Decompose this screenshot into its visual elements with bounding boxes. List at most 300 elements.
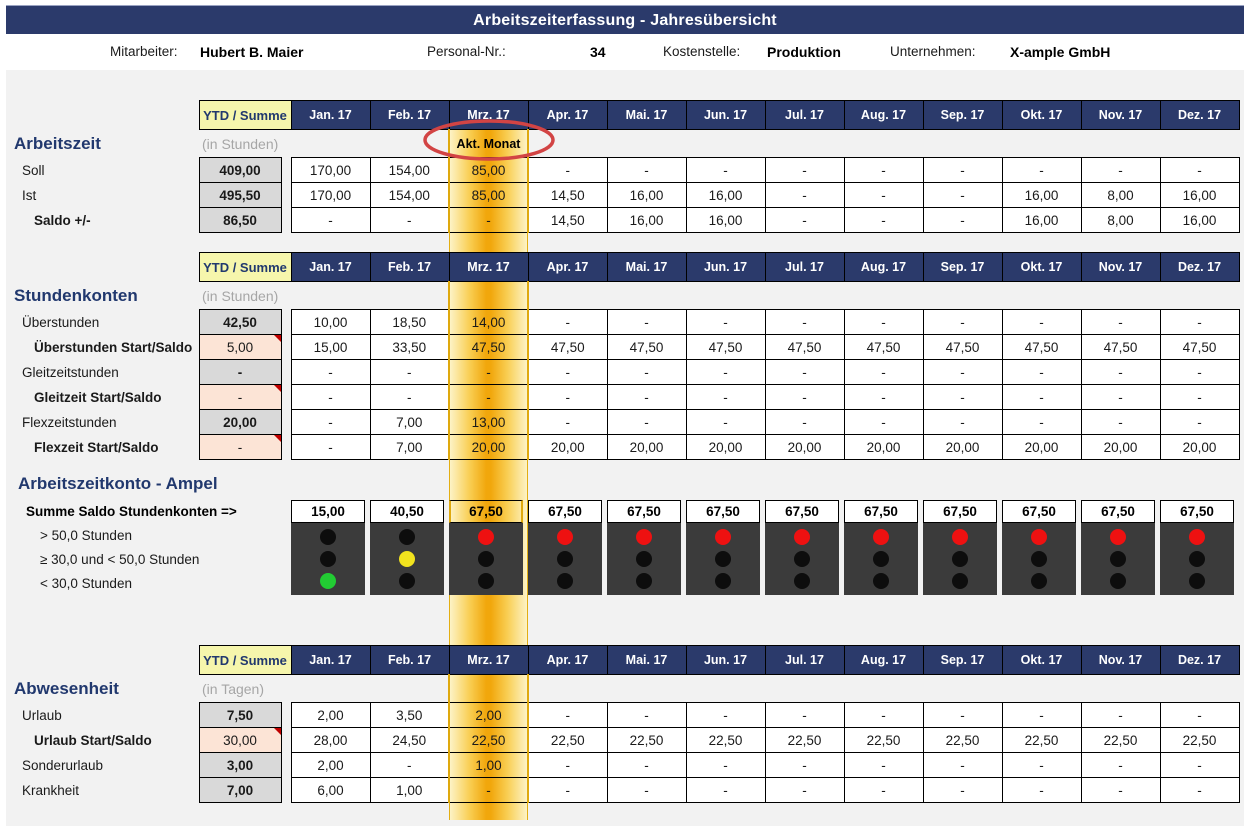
ytd-cell[interactable]: 7,00 bbox=[199, 778, 281, 803]
month-cell[interactable]: - bbox=[923, 703, 1002, 728]
month-cell[interactable]: 47,50 bbox=[923, 335, 1002, 360]
month-cell[interactable]: - bbox=[1160, 158, 1239, 183]
traffic-light-box bbox=[1002, 523, 1076, 595]
ampel-column bbox=[1160, 500, 1234, 595]
unit-label-abwesenheit: (in Tagen) bbox=[202, 680, 265, 697]
ampel-value: 67,50 bbox=[765, 500, 839, 523]
month-cell[interactable]: - bbox=[370, 385, 449, 410]
month-cell[interactable]: - bbox=[1160, 778, 1239, 803]
light-off bbox=[1031, 573, 1047, 589]
month-cell[interactable]: - bbox=[1002, 385, 1081, 410]
ampel-column bbox=[844, 500, 918, 595]
month-cell[interactable]: - bbox=[844, 385, 923, 410]
ampel-column bbox=[765, 500, 839, 595]
row-label: Gleitzeitstunden bbox=[22, 364, 119, 380]
month-cell[interactable]: - bbox=[686, 753, 765, 778]
month-cell[interactable]: - bbox=[1160, 753, 1239, 778]
month-cell[interactable]: - bbox=[923, 208, 1002, 233]
month-cell[interactable]: 47,50 bbox=[1081, 335, 1160, 360]
month-cell[interactable]: 47,50 bbox=[765, 335, 844, 360]
month-cell[interactable]: 16,00 bbox=[1160, 183, 1239, 208]
ampel-value: 67,50 bbox=[923, 500, 997, 523]
month-cell[interactable]: - bbox=[923, 183, 1002, 208]
ytd-cell[interactable]: 495,50 bbox=[199, 183, 281, 208]
month-header-8: Aug. 17 bbox=[844, 253, 923, 282]
month-cell[interactable]: - bbox=[449, 208, 528, 233]
month-cell[interactable]: - bbox=[686, 703, 765, 728]
month-header-5: Mai. 17 bbox=[607, 253, 686, 282]
light-green-on bbox=[320, 573, 336, 589]
light-off bbox=[1189, 573, 1205, 589]
month-cell[interactable]: 15,00 bbox=[291, 335, 370, 360]
row-label: Saldo +/- bbox=[34, 212, 91, 228]
ampel-value: 67,50 bbox=[449, 500, 523, 523]
employee-info-bar bbox=[6, 34, 1244, 70]
month-cell[interactable]: - bbox=[291, 410, 370, 435]
table-row bbox=[6, 158, 1239, 183]
light-off bbox=[794, 573, 810, 589]
info-label-3: Unternehmen: bbox=[890, 44, 976, 59]
month-header-11: Nov. 17 bbox=[1081, 253, 1160, 282]
light-off bbox=[794, 551, 810, 567]
month-cell[interactable]: - bbox=[765, 385, 844, 410]
month-cell[interactable]: - bbox=[528, 410, 607, 435]
month-header-3: Mrz. 17 bbox=[449, 646, 528, 675]
month-cell[interactable]: 22,50 bbox=[923, 728, 1002, 753]
ytd-cell[interactable]: - bbox=[199, 435, 281, 460]
month-cell[interactable]: - bbox=[607, 158, 686, 183]
table-row bbox=[6, 310, 1239, 335]
month-cell[interactable]: 7,00 bbox=[370, 410, 449, 435]
month-cell[interactable]: 10,00 bbox=[291, 310, 370, 335]
info-value-2: Produktion bbox=[767, 44, 841, 60]
month-cell[interactable]: 47,50 bbox=[1160, 335, 1239, 360]
month-cell[interactable]: 85,00 bbox=[449, 183, 528, 208]
month-cell[interactable]: 47,50 bbox=[607, 335, 686, 360]
month-cell[interactable]: - bbox=[765, 753, 844, 778]
month-cell[interactable]: - bbox=[765, 360, 844, 385]
month-header-6: Jun. 17 bbox=[686, 101, 765, 130]
month-cell[interactable]: - bbox=[1002, 158, 1081, 183]
month-cell[interactable]: 1,00 bbox=[370, 778, 449, 803]
month-cell[interactable]: 47,50 bbox=[686, 335, 765, 360]
ampel-column bbox=[449, 500, 523, 595]
ytd-cell[interactable]: 7,50 bbox=[199, 703, 281, 728]
month-cell[interactable]: - bbox=[528, 158, 607, 183]
info-label-0: Mitarbeiter: bbox=[110, 44, 178, 59]
month-cell[interactable]: - bbox=[607, 703, 686, 728]
ampel-value: 67,50 bbox=[1160, 500, 1234, 523]
month-cell[interactable]: 20,00 bbox=[1002, 435, 1081, 460]
month-cell[interactable]: 22,50 bbox=[844, 728, 923, 753]
month-cell[interactable]: - bbox=[1081, 778, 1160, 803]
month-cell[interactable]: - bbox=[528, 360, 607, 385]
ampel-value: 40,50 bbox=[370, 500, 444, 523]
ytd-cell[interactable]: 86,50 bbox=[199, 208, 281, 233]
month-cell[interactable]: 22,50 bbox=[1081, 728, 1160, 753]
month-cell[interactable]: 20,00 bbox=[844, 435, 923, 460]
month-header-3: Mrz. 17 bbox=[449, 101, 528, 130]
section-title-abwesenheit: Abwesenheit bbox=[14, 678, 119, 698]
month-cell[interactable]: - bbox=[607, 778, 686, 803]
month-cell[interactable]: 14,50 bbox=[528, 183, 607, 208]
light-off bbox=[873, 573, 889, 589]
month-header-8: Aug. 17 bbox=[844, 101, 923, 130]
month-header-6: Jun. 17 bbox=[686, 646, 765, 675]
light-red-on bbox=[715, 529, 731, 545]
ytd-cell[interactable]: 409,00 bbox=[199, 158, 281, 183]
month-header-11: Nov. 17 bbox=[1081, 101, 1160, 130]
month-cell[interactable]: - bbox=[370, 753, 449, 778]
month-cell[interactable]: - bbox=[686, 778, 765, 803]
ampel-value: 67,50 bbox=[1081, 500, 1155, 523]
month-cell[interactable]: - bbox=[686, 385, 765, 410]
info-value-3: X-ample GmbH bbox=[1010, 44, 1111, 60]
table-row bbox=[6, 385, 1239, 410]
month-header-1: Jan. 17 bbox=[291, 646, 370, 675]
table-row bbox=[6, 410, 1239, 435]
traffic-light-box bbox=[1160, 523, 1234, 595]
month-header-2: Feb. 17 bbox=[370, 646, 449, 675]
ampel-value: 67,50 bbox=[1002, 500, 1076, 523]
light-red-on bbox=[478, 529, 494, 545]
month-cell[interactable]: - bbox=[923, 410, 1002, 435]
month-cell[interactable]: 85,00 bbox=[449, 158, 528, 183]
row-label: Ist bbox=[22, 187, 37, 203]
light-off bbox=[952, 551, 968, 567]
month-cell[interactable]: - bbox=[844, 753, 923, 778]
month-cell[interactable]: 47,50 bbox=[844, 335, 923, 360]
ytd-summe-header: YTD / Summe bbox=[199, 253, 291, 282]
month-cell[interactable]: 22,50 bbox=[449, 728, 528, 753]
info-label-1: Personal-Nr.: bbox=[427, 44, 506, 59]
month-cell[interactable]: - bbox=[291, 435, 370, 460]
table-row bbox=[6, 435, 1239, 460]
page-title: Arbeitszeiterfassung - Jahresübersicht bbox=[473, 11, 777, 29]
ampel-value: 67,50 bbox=[844, 500, 918, 523]
row-label: Sonderurlaub bbox=[22, 757, 104, 773]
month-cell[interactable]: - bbox=[844, 208, 923, 233]
month-cell[interactable]: 170,00 bbox=[291, 158, 370, 183]
month-cell[interactable]: 170,00 bbox=[291, 183, 370, 208]
month-cell[interactable]: - bbox=[1160, 360, 1239, 385]
info-value-0: Hubert B. Maier bbox=[200, 44, 304, 60]
month-header-5: Mai. 17 bbox=[607, 101, 686, 130]
month-cell[interactable]: - bbox=[1002, 703, 1081, 728]
light-off bbox=[320, 529, 336, 545]
month-cell[interactable]: 20,00 bbox=[765, 435, 844, 460]
month-cell[interactable]: - bbox=[1081, 158, 1160, 183]
month-cell[interactable]: 20,00 bbox=[686, 435, 765, 460]
month-cell[interactable]: - bbox=[449, 778, 528, 803]
info-label-2: Kostenstelle: bbox=[663, 44, 741, 59]
month-cell[interactable]: 2,00 bbox=[449, 703, 528, 728]
month-cell[interactable]: 18,50 bbox=[370, 310, 449, 335]
row-label: Überstunden bbox=[22, 314, 100, 330]
month-cell[interactable]: 22,50 bbox=[765, 728, 844, 753]
month-cell[interactable]: 20,00 bbox=[607, 435, 686, 460]
table-row bbox=[6, 778, 1239, 803]
month-cell[interactable]: - bbox=[528, 385, 607, 410]
ampel-threshold-green: < 30,0 Stunden bbox=[40, 576, 132, 591]
month-cell[interactable]: - bbox=[844, 703, 923, 728]
month-cell[interactable]: 47,50 bbox=[1002, 335, 1081, 360]
month-cell[interactable]: 154,00 bbox=[370, 183, 449, 208]
month-cell[interactable]: - bbox=[844, 360, 923, 385]
month-cell[interactable]: 20,00 bbox=[1160, 435, 1239, 460]
ytd-summe-header: YTD / Summe bbox=[199, 646, 291, 675]
traffic-light-box bbox=[528, 523, 602, 595]
month-header-12: Dez. 17 bbox=[1160, 646, 1239, 675]
month-cell[interactable]: - bbox=[686, 158, 765, 183]
ytd-cell[interactable]: 20,00 bbox=[199, 410, 281, 435]
month-cell[interactable]: 16,00 bbox=[607, 208, 686, 233]
month-cell[interactable]: 2,00 bbox=[291, 753, 370, 778]
month-cell[interactable]: - bbox=[528, 310, 607, 335]
ampel-lights-row bbox=[291, 500, 1239, 596]
month-cell[interactable]: - bbox=[1081, 360, 1160, 385]
ampel-value: 15,00 bbox=[291, 500, 365, 523]
month-cell[interactable]: 22,50 bbox=[1002, 728, 1081, 753]
month-cell[interactable]: 16,00 bbox=[1002, 208, 1081, 233]
month-cell[interactable]: - bbox=[923, 778, 1002, 803]
month-cell[interactable]: - bbox=[607, 410, 686, 435]
month-header-9: Sep. 17 bbox=[923, 646, 1002, 675]
month-cell[interactable]: 8,00 bbox=[1081, 183, 1160, 208]
month-cell[interactable]: - bbox=[607, 385, 686, 410]
month-cell[interactable]: - bbox=[765, 158, 844, 183]
table-row bbox=[6, 335, 1239, 360]
month-cell[interactable]: - bbox=[1081, 703, 1160, 728]
month-cell[interactable]: 154,00 bbox=[370, 158, 449, 183]
month-header-9: Sep. 17 bbox=[923, 101, 1002, 130]
month-cell[interactable]: - bbox=[449, 360, 528, 385]
month-cell[interactable]: - bbox=[844, 183, 923, 208]
month-cell[interactable]: - bbox=[844, 158, 923, 183]
month-cell[interactable]: 47,50 bbox=[528, 335, 607, 360]
light-red-on bbox=[636, 529, 652, 545]
ytd-cell[interactable]: 42,50 bbox=[199, 310, 281, 335]
light-red-on bbox=[873, 529, 889, 545]
month-cell[interactable]: 22,50 bbox=[686, 728, 765, 753]
ytd-cell[interactable]: - bbox=[199, 360, 281, 385]
month-cell[interactable]: 24,50 bbox=[370, 728, 449, 753]
month-header-3: Mrz. 17 bbox=[449, 253, 528, 282]
month-header-4: Apr. 17 bbox=[528, 101, 607, 130]
light-red-on bbox=[1189, 529, 1205, 545]
month-header-2: Feb. 17 bbox=[370, 101, 449, 130]
light-off bbox=[636, 551, 652, 567]
ampel-threshold-yellow: ≥ 30,0 und < 50,0 Stunden bbox=[40, 552, 200, 567]
month-cell[interactable]: 16,00 bbox=[686, 208, 765, 233]
month-cell[interactable]: - bbox=[528, 703, 607, 728]
month-cell[interactable]: 3,50 bbox=[370, 703, 449, 728]
month-cell[interactable]: - bbox=[686, 410, 765, 435]
light-red-on bbox=[1031, 529, 1047, 545]
month-cell[interactable]: 16,00 bbox=[1160, 208, 1239, 233]
light-off bbox=[478, 551, 494, 567]
month-cell[interactable]: 47,50 bbox=[449, 335, 528, 360]
traffic-light-box bbox=[370, 523, 444, 595]
ampel-column bbox=[923, 500, 997, 595]
month-cell[interactable]: - bbox=[1081, 385, 1160, 410]
month-cell[interactable]: - bbox=[528, 778, 607, 803]
month-cell[interactable]: 22,50 bbox=[528, 728, 607, 753]
month-cell[interactable]: - bbox=[765, 778, 844, 803]
month-cell[interactable]: - bbox=[291, 360, 370, 385]
ytd-cell[interactable]: 5,00 bbox=[199, 335, 281, 360]
month-cell[interactable]: - bbox=[1002, 753, 1081, 778]
month-cell[interactable]: - bbox=[1160, 385, 1239, 410]
table-row bbox=[6, 183, 1239, 208]
month-cell[interactable]: 28,00 bbox=[291, 728, 370, 753]
ampel-section-title: Arbeitszeitkonto - Ampel bbox=[18, 474, 218, 493]
month-cell[interactable]: - bbox=[765, 208, 844, 233]
month-cell[interactable]: 20,00 bbox=[528, 435, 607, 460]
month-cell[interactable]: - bbox=[765, 310, 844, 335]
row-label: Flexzeit Start/Saldo bbox=[34, 439, 159, 455]
month-header-10: Okt. 17 bbox=[1002, 101, 1081, 130]
light-off bbox=[1110, 551, 1126, 567]
month-cell[interactable]: 16,00 bbox=[686, 183, 765, 208]
light-off bbox=[636, 573, 652, 589]
month-header-9: Sep. 17 bbox=[923, 253, 1002, 282]
ampel-value: 67,50 bbox=[607, 500, 681, 523]
month-cell[interactable]: - bbox=[370, 360, 449, 385]
month-header-10: Okt. 17 bbox=[1002, 253, 1081, 282]
month-cell[interactable]: - bbox=[607, 753, 686, 778]
ampel-column bbox=[291, 500, 365, 595]
month-cell[interactable]: 8,00 bbox=[1081, 208, 1160, 233]
unit-label-arbeitszeit: (in Stunden) bbox=[202, 135, 279, 152]
month-cell[interactable]: - bbox=[1002, 410, 1081, 435]
month-cell[interactable]: 20,00 bbox=[449, 435, 528, 460]
light-off bbox=[1031, 551, 1047, 567]
month-cell[interactable]: 1,00 bbox=[449, 753, 528, 778]
month-cell[interactable]: - bbox=[1002, 778, 1081, 803]
month-cell[interactable]: - bbox=[765, 183, 844, 208]
row-label: Urlaub Start/Saldo bbox=[34, 732, 152, 748]
month-cell[interactable]: - bbox=[607, 310, 686, 335]
row-label: Flexzeitstunden bbox=[22, 414, 117, 430]
month-cell[interactable]: - bbox=[1081, 753, 1160, 778]
month-cell[interactable]: - bbox=[923, 310, 1002, 335]
ytd-cell[interactable]: 3,00 bbox=[199, 753, 281, 778]
month-cell[interactable]: - bbox=[923, 360, 1002, 385]
month-cell[interactable]: - bbox=[1002, 310, 1081, 335]
ampel-column bbox=[1002, 500, 1076, 595]
traffic-light-box bbox=[765, 523, 839, 595]
ampel-column bbox=[1081, 500, 1155, 595]
month-cell[interactable]: - bbox=[765, 410, 844, 435]
month-cell[interactable]: - bbox=[1081, 310, 1160, 335]
month-cell[interactable]: - bbox=[686, 360, 765, 385]
month-header-6: Jun. 17 bbox=[686, 253, 765, 282]
month-cell[interactable]: - bbox=[686, 310, 765, 335]
ampel-column bbox=[528, 500, 602, 595]
month-cell[interactable]: - bbox=[844, 778, 923, 803]
month-header-8: Aug. 17 bbox=[844, 646, 923, 675]
table-abwesenheit bbox=[6, 645, 1240, 803]
month-cell[interactable]: 22,50 bbox=[607, 728, 686, 753]
ampel-row-label: Summe Saldo Stundenkonten => bbox=[26, 504, 237, 519]
ampel-value: 67,50 bbox=[686, 500, 760, 523]
akt-monat-label: Akt. Monat bbox=[449, 130, 528, 158]
month-header-12: Dez. 17 bbox=[1160, 253, 1239, 282]
month-cell[interactable]: 22,50 bbox=[1160, 728, 1239, 753]
row-label: Gleitzeit Start/Saldo bbox=[34, 389, 162, 405]
month-cell[interactable]: - bbox=[528, 753, 607, 778]
unit-label-stundenkonten: (in Stunden) bbox=[202, 287, 279, 304]
month-cell[interactable]: - bbox=[1160, 703, 1239, 728]
light-off bbox=[1110, 573, 1126, 589]
month-cell[interactable]: 13,00 bbox=[449, 410, 528, 435]
month-cell[interactable]: 20,00 bbox=[1081, 435, 1160, 460]
row-label: Urlaub bbox=[22, 707, 62, 723]
light-off bbox=[399, 529, 415, 545]
month-cell[interactable]: - bbox=[291, 385, 370, 410]
section-title-arbeitszeit: Arbeitszeit bbox=[14, 133, 101, 153]
month-cell[interactable]: 16,00 bbox=[1002, 183, 1081, 208]
month-cell[interactable]: 16,00 bbox=[607, 183, 686, 208]
month-cell[interactable]: - bbox=[923, 753, 1002, 778]
month-cell[interactable]: 14,00 bbox=[449, 310, 528, 335]
month-cell[interactable]: 6,00 bbox=[291, 778, 370, 803]
month-cell[interactable]: - bbox=[449, 385, 528, 410]
row-label: Soll bbox=[22, 162, 45, 178]
ampel-value: 67,50 bbox=[528, 500, 602, 523]
month-cell[interactable]: 20,00 bbox=[923, 435, 1002, 460]
month-cell[interactable]: - bbox=[291, 208, 370, 233]
month-cell[interactable]: - bbox=[765, 703, 844, 728]
ytd-cell[interactable]: 30,00 bbox=[199, 728, 281, 753]
month-cell[interactable]: - bbox=[1002, 360, 1081, 385]
info-value-1: 34 bbox=[590, 44, 606, 60]
month-header-7: Jul. 17 bbox=[765, 646, 844, 675]
table-row bbox=[6, 360, 1239, 385]
month-cell[interactable]: 2,00 bbox=[291, 703, 370, 728]
light-off bbox=[715, 573, 731, 589]
month-cell[interactable]: - bbox=[1160, 310, 1239, 335]
ampel-column bbox=[686, 500, 760, 595]
section-title-stundenkonten: Stundenkonten bbox=[14, 285, 138, 305]
month-cell[interactable]: - bbox=[923, 385, 1002, 410]
row-label: Krankheit bbox=[22, 782, 80, 798]
light-red-on bbox=[1110, 529, 1126, 545]
month-cell[interactable]: - bbox=[923, 158, 1002, 183]
month-cell[interactable]: - bbox=[607, 360, 686, 385]
ytd-cell[interactable]: - bbox=[199, 385, 281, 410]
light-off bbox=[557, 551, 573, 567]
month-cell[interactable]: - bbox=[1160, 410, 1239, 435]
light-off bbox=[1189, 551, 1205, 567]
month-cell[interactable]: - bbox=[844, 410, 923, 435]
month-cell[interactable]: - bbox=[1081, 410, 1160, 435]
month-cell[interactable]: 7,00 bbox=[370, 435, 449, 460]
ampel-threshold-red: > 50,0 Stunden bbox=[40, 528, 132, 543]
light-off bbox=[320, 551, 336, 567]
month-cell[interactable]: - bbox=[370, 208, 449, 233]
traffic-light-box bbox=[449, 523, 523, 595]
light-off bbox=[715, 551, 731, 567]
month-header-1: Jan. 17 bbox=[291, 101, 370, 130]
month-cell[interactable]: 33,50 bbox=[370, 335, 449, 360]
month-cell[interactable]: 14,50 bbox=[528, 208, 607, 233]
table-row bbox=[6, 703, 1239, 728]
month-header-11: Nov. 17 bbox=[1081, 646, 1160, 675]
ampel-column bbox=[607, 500, 681, 595]
month-cell[interactable]: - bbox=[844, 310, 923, 335]
